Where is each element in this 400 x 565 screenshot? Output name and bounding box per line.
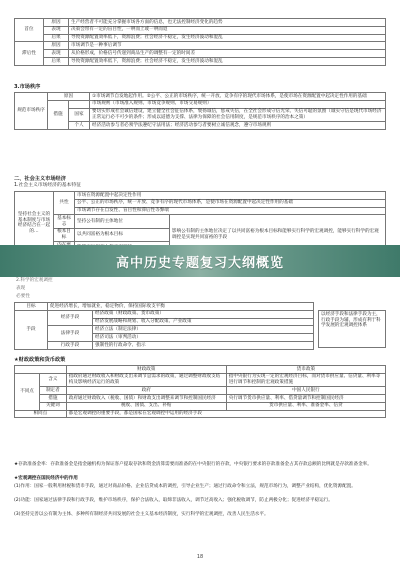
table-row [15,410,386,418]
table-row [15,121,386,129]
table-row [15,366,386,374]
section-heading-market-order: 3.市场秩序 [14,84,41,90]
fiscal-monetary-table [14,365,386,418]
table-row [15,93,386,101]
cell-text: 经济政策（财政政策、货币政策） [93,310,314,318]
row-head-features: 坚持社会主义的基本制度与市场经济结合在一起的… [15,192,54,255]
table-row [15,26,386,34]
cell-label: 法律手段 [48,326,93,342]
cell-text: 政府 [66,387,226,395]
table-row [15,387,386,395]
cell-text: 市场调节存在自发性、盲目性和滞后性等弊端 [75,207,386,215]
table-row [15,310,314,318]
macro-control-note: 以经济手段和法律手段为主，行政手段为辅，形成有利于科学发展的宏观调控体系 [318,310,386,348]
cell-text: 经济立法（制定法律） [93,326,314,334]
cell-text: 生产经营者不可能充分掌握市场各方面的信息，也无法控制经济变化的趋势 [69,19,386,27]
cell-text: 央行调节货币供应量、利率、借贷量调节和控制国民经济 [226,394,385,402]
cell-text: ①市场调节自发地起作用。②公平、公正的市场秩序，统一开放、竞争有序的现代市场体系，是使市场在资源配置中起决定性作用的基础 [90,93,386,101]
subsection-heading-basic-features: 1.社会主义市场经济的基本特征 [14,183,81,188]
cell-side-note: 影响公有制的主体地位决定了以共同富裕为根本目标和能够实行科学的宏观调控，能够实行科学的宏观调控是实现共同富裕的手段 [170,215,386,255]
banner-title: 高中历史专题复习大纲概览 [115,255,284,271]
cell-label: 目标 [15,303,48,311]
cell-label: 国家 [69,108,90,121]
cell-label: 关键词 [40,402,67,410]
cell-label: 制定者 [40,387,67,395]
table-row [15,394,386,402]
cell-text: 市场规则（市场准入规则、市场竞争规则、市场交易规则） [90,100,386,108]
cell-label: 含义 [40,373,67,386]
cell-label: 后果 [44,57,69,65]
table-row [15,50,386,58]
row-head-lag: 滞后性 [15,42,44,65]
hidden-row-label: 必要性 [16,294,30,299]
table-row [15,215,386,228]
title-banner [0,245,400,277]
cell-text: 坚持公有制的主体地位 [75,215,170,228]
cell-text: 税收、国债、支出、补贴 [66,402,226,410]
cell-label: 措施 [40,394,67,402]
table-row [15,108,386,121]
cell-label: 经济手段 [48,310,93,326]
cell-text: 以共同富裕为根本目标 [75,228,170,241]
table-row [15,100,386,108]
cell-label: 措施 [48,100,69,129]
table-row [15,57,386,65]
list-item: (3)坚持完善以公有制为主体、多种所有制经济共同发展的社会主义基本经济制度，实行科学的宏观调控，改善人民生活水平。 [14,512,269,517]
table-row [15,42,386,50]
cell-label: 原因 [44,19,69,27]
cell-label: 行政手段 [48,341,93,349]
cell-text: 决策会带有一定的盲目性，一哄而上或一哄而退 [69,26,386,34]
cell-text: 市场在资源配置中起决定性作用 [75,192,386,200]
table-row [15,373,386,386]
cell-text: 要切实形成社会诚信建设，建立健全社会征信体系，褒扬诚信，惩戒失信，在全社会形成守信光荣、失信可耻的氛围（诚实守信是现代市场经济正常运行必不可少的条件；形成以道德为支撑、法律为保障的社会信用制度，是规范市场秩序的治本之策） [90,108,386,121]
cell-label: 基本标志 [54,215,75,228]
table-row [15,303,314,311]
cell-header: 货币政策 [226,366,385,374]
cell-text: 货币供应量、利率、准备金率、信贷 [226,402,385,410]
note-macro-role: ★宏观调控在国民经济中的作用 [14,476,78,481]
cell-text: 强制性的行政命令、指示 [93,341,314,349]
cell-label: 不同点 [15,373,40,410]
row-head-market-order: 规范市场秩序 [15,93,48,130]
table-row [15,19,386,27]
section-heading-socialist-market: 二、社会主义市场经济 [14,176,66,182]
cell-text: 指政府通过财政收入和财政支出来调节总需求的政策，通过调整财政收支结构及影响经济运行的政策 [66,373,226,386]
market-order-table [14,92,386,130]
list-item: (2)功能：国家通过法律手段和行政手段，维护市场秩序，保护合法收入，取缔非法收入，调节过高收入；强化税收调节，防止两极分化；促进经济平稳运行。 [14,498,333,503]
cell-label: 共性 [54,192,75,215]
table-row [15,34,386,42]
note-reserve-ratio: ★存款准备金率：存款准备金是指金融机构为保证客户提取存款和资金清算需要而准备的在中央银行的存款，中央银行要求的存款准备金占其存款总额的比例就是存款准备金率。 [14,462,372,467]
cell-label: 原因 [48,93,90,101]
cell-label: 手段 [15,310,48,349]
cell-text: 从价格形成，价格信号传递到商品生产的调整有一定的时间差 [69,50,386,58]
cell-label: 相同点 [15,410,67,418]
table-row [15,192,386,200]
cell-text: 中国人民银行 [226,387,385,395]
cell-text: 经济司法（审判活动） [93,334,314,342]
hidden-row-label: 表现 [16,286,26,291]
cell-label: 个人 [69,121,90,129]
cell-text: 经济活动参与者必须学法遵纪守法用法；经济活动参与者要树立诚信观念，遵守市场规则 [90,121,386,129]
section-heading-fiscal-monetary: ★财政政策和货币政策 [14,357,66,363]
cell-header [15,366,67,374]
cell-label: 原因 [44,42,69,50]
cell-text: 促进经济增长，增加就业，稳定物价，保持国际收支平衡 [48,303,314,311]
cell-text: 经济发展战略和规划、收入分配政策、产业政策 [93,318,314,326]
table-row [15,326,314,334]
page-number: 18 [196,554,204,560]
hidden-row-label: 2.科学的宏观调控 [16,278,53,283]
table-row [15,341,314,349]
cell-label: 根本目标 [54,228,75,241]
cell-text: 公平、公正的市场秩序，统一开放、竞争有序的现代市场体系，是使市场在资源配置中起决定性作用的基础 [75,199,386,207]
table-row [15,402,386,410]
cell-text: 政府通过财政收入（税收、国债）和财政支出调整来调节和控制国民经济 [66,394,226,402]
cell-label: 后果 [44,34,69,42]
cell-label: 表现 [44,26,69,34]
row-head-blindness: 首位 [15,19,44,42]
market-defects-table [14,18,386,66]
cell-text: 市场调节是一种事后调节 [69,42,386,50]
list-item: (1)作用：国家一般利用财税和货币手段，通过对商品价格、企业信贷成本的调控，引导企业生产；通过行政命令和立法，规范市场行为，调整产业结构，优化资源配置。 [14,484,356,489]
cell-text: 都是宏观调控的重要手段，都是国家在宏观调控中运用的经济手段 [66,410,385,418]
cell-header: 财政政策 [66,366,226,374]
cell-text: 导致资源配置效率低下，资源浪费；社会经济不稳定，发生经济波动和混乱 [69,57,386,65]
cell-text: 指中央银行为实现一定的宏观经济目标，而对货币供应量、信贷量、利率等进行调节和控制的宏观政策措施 [226,373,385,386]
cell-label: 表现 [44,50,69,58]
cell-text: 导致资源配置效率低下，资源浪费；社会经济不稳定，发生经济波动和混乱 [69,34,386,42]
macro-control-table [14,302,314,350]
